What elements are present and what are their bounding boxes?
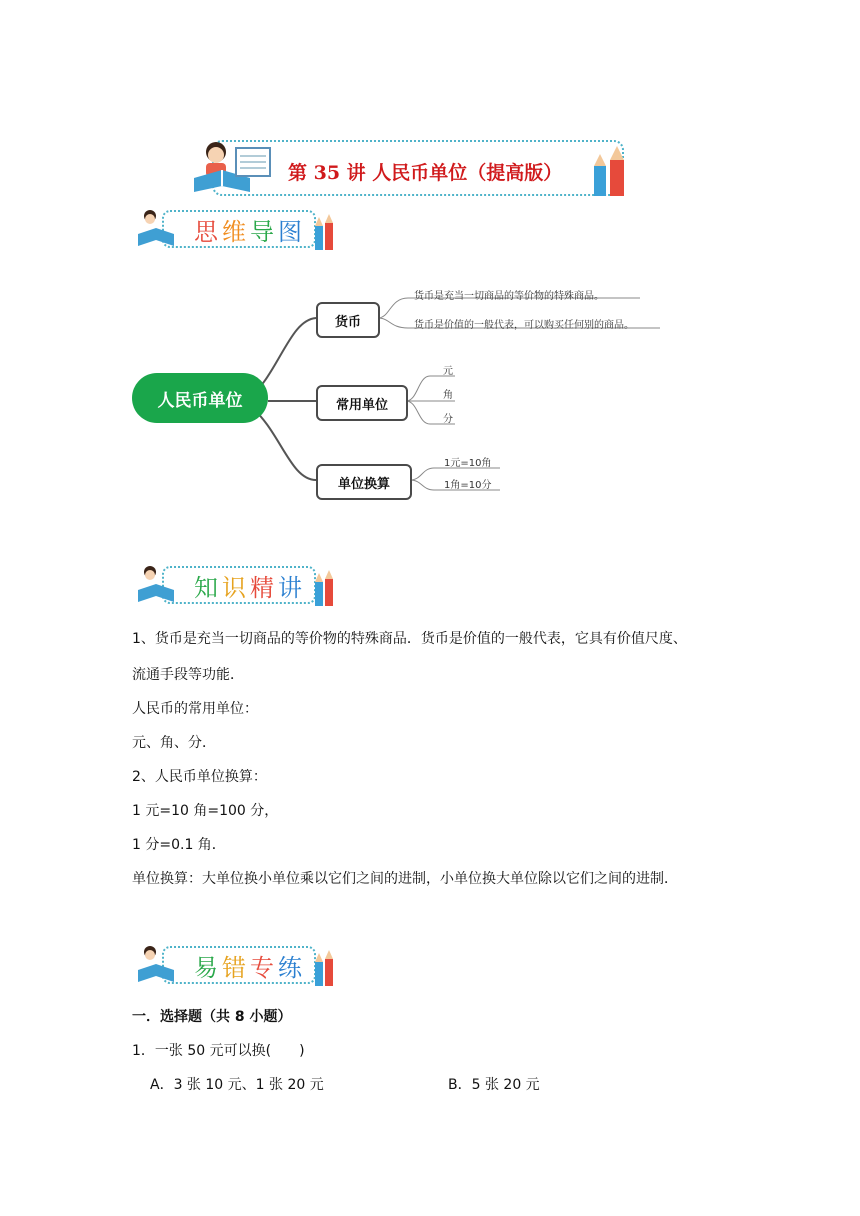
mindmap-leaf: 1元=10角: [444, 458, 492, 469]
mindmap-node-currency: 货币: [316, 302, 380, 338]
section-header-knowledge: [136, 564, 336, 610]
practice-heading: 一．选择题（共 8 小题）: [132, 1009, 292, 1025]
reading-girl-icon: [136, 944, 180, 990]
mindmap-leaf: 分: [443, 414, 453, 425]
mindmap-center-node: 人民币单位: [132, 373, 268, 423]
mindmap-leaf: 货币是充当一切商品的等价物的特殊商品。: [414, 291, 604, 302]
knowledge-line: 人民币的常用单位：: [132, 701, 258, 717]
question-text: 1．一张 50 元可以换( ): [132, 1043, 305, 1059]
section-title-practice: 易错专练: [194, 954, 306, 982]
section-title-knowledge: 知识精讲: [194, 574, 306, 602]
section-header-mindmap: [136, 208, 336, 254]
knowledge-line: 1、货币是充当一切商品的等价物的特殊商品．货币是价值的一般代表，它具有价值尺度、: [132, 631, 687, 647]
knowledge-line: 1 分=0.1 角．: [132, 837, 226, 853]
reading-girl-icon: [136, 208, 180, 254]
mindmap-node-units: 常用单位: [316, 385, 408, 421]
knowledge-line: 1 元=10 角=100 分，: [132, 803, 279, 819]
mindmap-leaf: 货币是价值的一般代表，可以购买任何别的商品。: [414, 320, 634, 331]
knowledge-line: 单位换算：大单位换小单位乘以它们之间的进制，小单位换大单位除以它们之间的进制．: [132, 871, 678, 887]
page-title: 第 35 讲 人民币单位（提高版）: [288, 162, 563, 184]
mindmap-leaf: 角: [443, 390, 453, 401]
reading-girl-illustration: [188, 134, 288, 198]
pencils-icon: [588, 146, 632, 198]
knowledge-line: 2、人民币单位换算：: [132, 769, 267, 785]
pencils-icon: [314, 570, 336, 608]
mindmap-leaf: 1角=10分: [444, 480, 492, 491]
knowledge-line: 元、角、分．: [132, 735, 216, 751]
pencils-icon: [314, 214, 336, 252]
section-title-mindmap: 思维导图: [194, 218, 306, 246]
option-a[interactable]: A．3 张 10 元、1 张 20 元: [150, 1077, 324, 1093]
mindmap-leaf: 元: [443, 366, 453, 377]
option-b[interactable]: B．5 张 20 元: [448, 1077, 540, 1093]
pencils-icon: [314, 950, 336, 988]
mindmap-node-conversion: 单位换算: [316, 464, 412, 500]
reading-girl-icon: [136, 564, 180, 610]
mindmap-connectors: [0, 270, 860, 510]
knowledge-line: 流通手段等功能．: [132, 667, 244, 683]
section-header-practice: [136, 944, 336, 990]
